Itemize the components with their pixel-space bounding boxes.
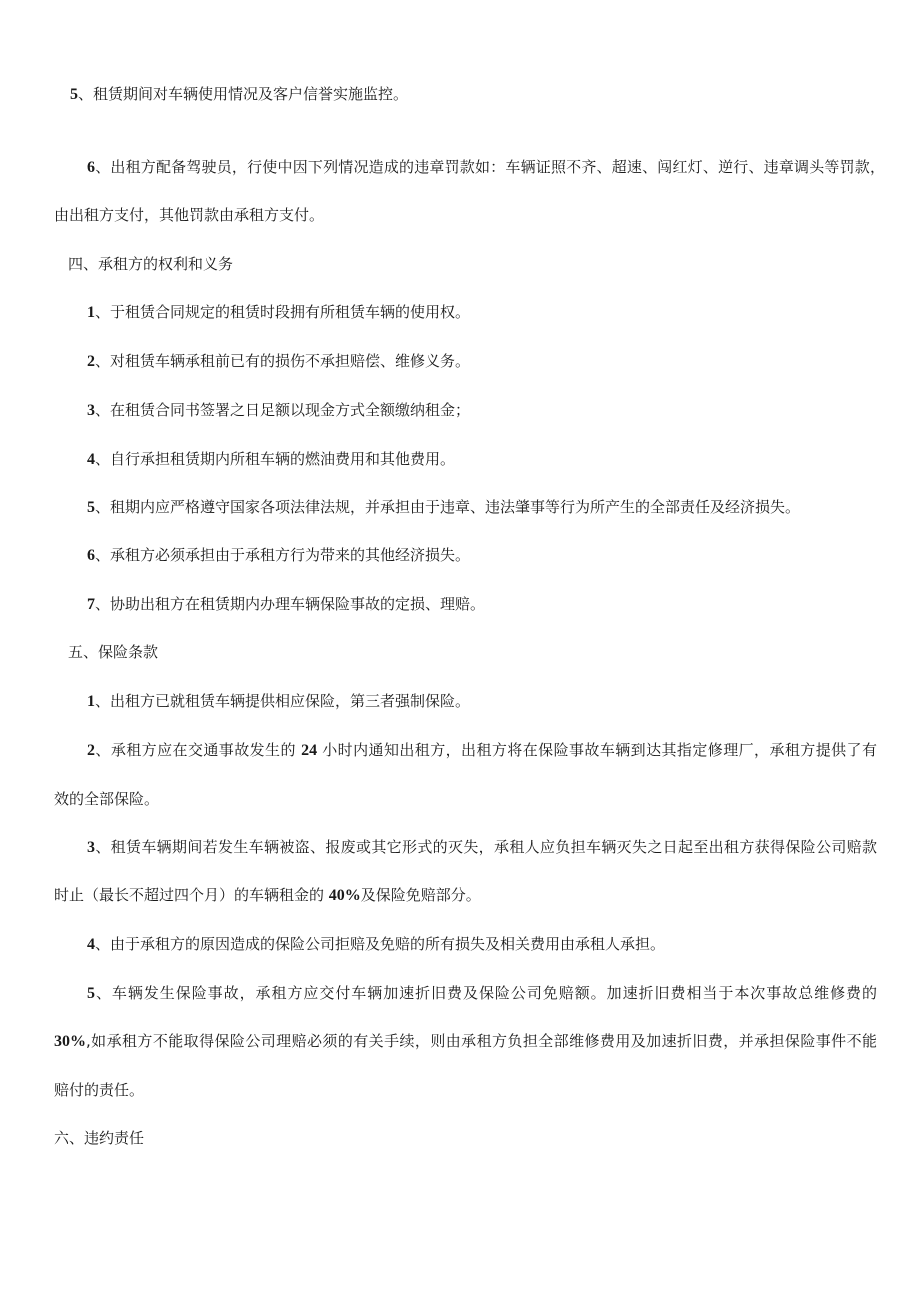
item-number: 3: [87, 839, 95, 856]
item-text: 、租赁期间对车辆使用情况及客户信誉实施监控。: [78, 85, 409, 103]
insurance-item-2: [87, 740, 877, 760]
item-text: 、由于承租方的原因造成的保险公司拒赔及免赔的所有损失及相关费用由承租人承担。: [95, 935, 666, 953]
insurance-item-5: [87, 983, 877, 1003]
insurance-item-5-continuation-2: [54, 1080, 144, 1100]
section-heading-4: 四、承租方的权利和义务: [68, 255, 234, 273]
item-number: 6: [87, 159, 95, 176]
percentage-value: 30%: [54, 1033, 86, 1050]
lessee-item-2: [87, 351, 470, 371]
item-text: 及保险免赔部分。: [360, 886, 481, 904]
percentage-value: 40%: [328, 887, 361, 904]
item-text: ,如承租方不能取得保险公司理赔必须的有关手续，则由承租方负担全部维修费用及加速折旧费，并承担保险事件不能: [86, 1032, 877, 1050]
insurance-item-1: [87, 691, 470, 711]
lessee-item-1: [87, 302, 470, 322]
item-text: 效的全部保险。: [54, 790, 160, 808]
item-text: 、承租方应在交通事故发生的: [95, 741, 302, 759]
item-number: 5: [87, 985, 95, 1002]
item-text: 、对租赁车辆承租前已有的损伤不承担赔偿、维修义务。: [95, 352, 471, 370]
item-number: 5: [87, 499, 95, 516]
item-number: 1: [87, 693, 95, 710]
item-number: 4: [87, 936, 95, 953]
item-text: 小时内通知出租方，出租方将在保险事故车辆到达其指定修理厂，承租方提供了有: [317, 741, 877, 759]
item-text: 、自行承担租赁期内所租车辆的燃油费用和其他费用。: [95, 450, 456, 468]
lessee-item-4: [87, 449, 455, 469]
item-text: 、协助出租方在租赁期内办理车辆保险事故的定损、理赔。: [95, 595, 486, 613]
lessee-item-7: [87, 594, 485, 614]
item-text: 时止（最长不超过四个月）的车辆租金的: [54, 886, 329, 904]
insurance-item-3: [87, 837, 877, 857]
item-text: 、承租方必须承担由于承租方行为带来的其他经济损失。: [95, 546, 471, 564]
item-number: 6: [87, 547, 95, 564]
item-text: 赔付的责任。: [54, 1081, 145, 1099]
lessor-duty-6: [87, 157, 885, 177]
lessor-duty-5: [70, 84, 408, 104]
lessee-item-3: [87, 400, 470, 420]
lessor-duty-6-continuation: [54, 205, 324, 225]
insurance-item-3-continuation: [54, 885, 481, 905]
item-number: 2: [87, 353, 95, 370]
insurance-item-5-continuation: [54, 1031, 877, 1051]
insurance-item-2-continuation: [54, 789, 159, 809]
item-text: 、租赁车辆期间若发生车辆被盗、报废或其它形式的灭失，承租人应负担车辆灭失之日起至出租方获得保险公司赔款: [95, 838, 877, 856]
lessee-item-6: [87, 545, 470, 565]
item-text: 、出租方已就租赁车辆提供相应保险，第三者强制保险。: [95, 692, 471, 710]
hours-value: 24: [301, 742, 318, 759]
insurance-item-4: [87, 934, 665, 954]
item-text: 由出租方支付，其他罚款由承租方支付。: [54, 206, 325, 224]
item-text: 、出租方配备驾驶员，行使中因下列情况造成的违章罚款如：车辆证照不齐、超速、闯红灯、逆行、违章调头等罚款，: [95, 158, 885, 176]
item-text: 、在租赁合同书签署之日足额以现金方式全额缴纳租金；: [95, 401, 471, 419]
lessee-item-5: [87, 497, 800, 517]
item-number: 3: [87, 402, 95, 419]
item-number: 7: [87, 596, 95, 613]
item-text: 、于租赁合同规定的租赁时段拥有所租赁车辆的使用权。: [95, 303, 471, 321]
section-heading-6: 六、违约责任: [54, 1129, 145, 1147]
item-number: 5: [70, 86, 78, 103]
item-number: 1: [87, 304, 95, 321]
item-text: 、租期内应严格遵守国家各项法律法规，并承担由于违章、违法肇事等行为所产生的全部责任及经济损失。: [95, 498, 801, 516]
item-number: 2: [87, 742, 95, 759]
item-number: 4: [87, 451, 95, 468]
section-heading-5: 五、保险条款: [68, 643, 159, 661]
item-text: 、车辆发生保险事故，承租方应交付车辆加速折旧费及保险公司免赔额。加速折旧费相当于本次事故总维修费的: [95, 984, 877, 1002]
